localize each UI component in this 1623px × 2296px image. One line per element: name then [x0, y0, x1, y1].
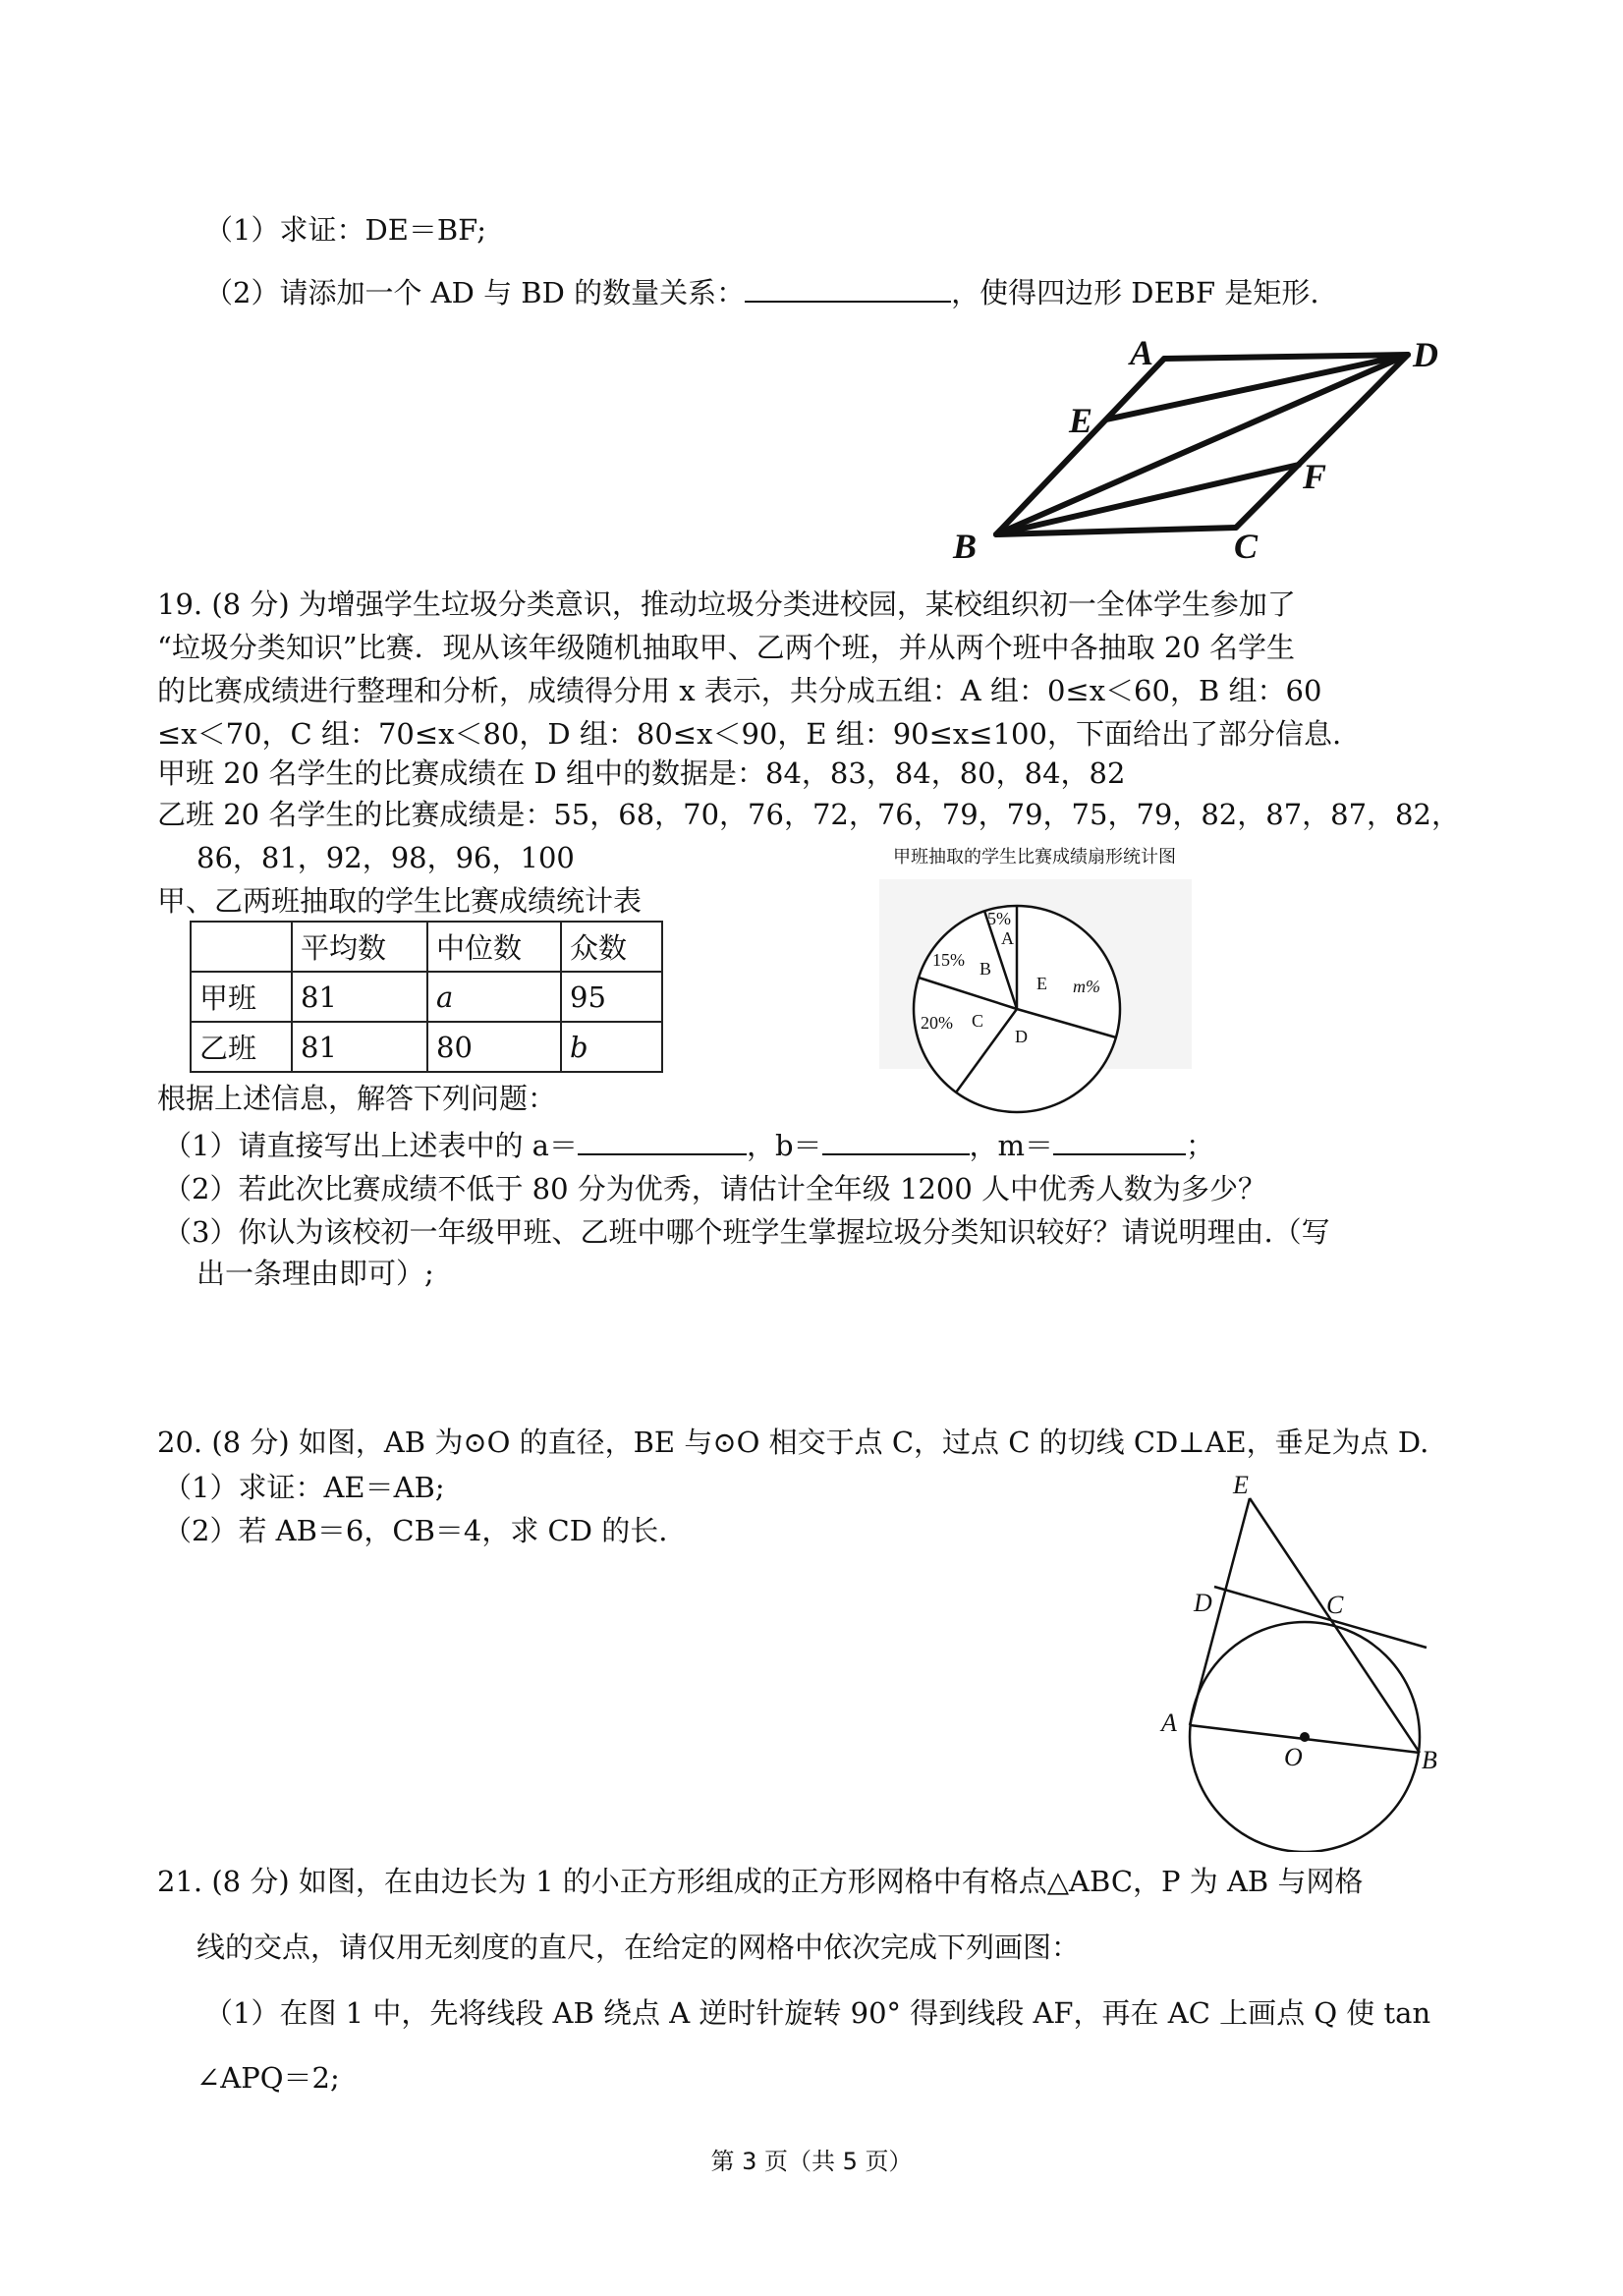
q19-part1-end: ；: [1186, 1129, 1215, 1162]
answer-blank-a[interactable]: [578, 1126, 747, 1155]
pie-label-E-pct: m%: [1073, 977, 1100, 996]
q19-part3-line1: （3）你认为该校初一年级甲班、乙班中哪个班学生掌握垃圾分类知识较好？请说明理由.（写: [163, 1215, 1330, 1249]
q21-line-1: 21. (8 分) 如图，在由边长为 1 的小正方形组成的正方形网格中有格点△ABC，P 为 AB 与网格: [157, 1865, 1364, 1898]
q18-part2-suffix: ，使得四边形 DEBF 是矩形.: [951, 276, 1319, 309]
label-C: C: [1326, 1591, 1344, 1619]
q21-line-4: ∠APQ＝2;: [196, 2061, 340, 2095]
q18-part2-prefix: （2）请添加一个 AD 与 BD 的数量关系：: [204, 276, 746, 309]
answer-blank-b[interactable]: [822, 1126, 970, 1155]
table-cell: 81: [292, 972, 427, 1022]
pie-label-B: B: [979, 959, 992, 979]
circle-figure: [1149, 1469, 1454, 1852]
q19-line-2: “垃圾分类知识”比赛．现从该年级随机抽取甲、乙两个班，并从两个班中各抽取 20 名学生: [157, 631, 1295, 664]
q19-line-6: 乙班 20 名学生的比赛成绩是：55，68，70，76，72，76，79，79，75，79，82，87，87，82，: [157, 798, 1460, 831]
table-cell: b: [561, 1022, 662, 1072]
q19-part1: [163, 1126, 1214, 1165]
q21-line-3: （1）在图 1 中，先将线段 AB 绕点 A 逆时针旋转 90° 得到线段 AF，再在 AC 上画点 Q 使 tan: [204, 1996, 1431, 2030]
table-row: [191, 922, 662, 972]
q19-line-3: 的比赛成绩进行整理和分析，成绩得分用 x 表示，共分成五组：A 组：0≤x＜60，B 组：60: [157, 674, 1322, 707]
segment-CD: [1236, 355, 1408, 528]
label-D: D: [1413, 335, 1438, 374]
pie-label-C: C: [972, 1011, 984, 1031]
pie-label-C-pct: 20%: [921, 1013, 953, 1033]
q19-line-7: 86，81，92，98，96，100: [196, 841, 575, 874]
q18-part2: [204, 273, 1319, 312]
table-cell: a: [427, 972, 561, 1022]
label-B: B: [953, 527, 978, 566]
table-row: [191, 972, 662, 1022]
segment-AB: [996, 359, 1164, 534]
q19-part1-m-label: ，m＝: [969, 1129, 1054, 1162]
label-A: A: [1161, 1708, 1177, 1737]
table-cell: 乙班: [191, 1022, 292, 1072]
q19-line-5: 甲班 20 名学生的比赛成绩在 D 组中的数据是：84，83，84，80，84，82: [157, 756, 1126, 790]
table-cell: 中位数: [427, 922, 561, 972]
pie-label-B-pct: 15%: [932, 950, 965, 970]
q19-part3-line2: 出一条理由即可）;: [196, 1257, 434, 1290]
label-B: B: [1422, 1746, 1437, 1774]
pie-label-D: D: [1015, 1027, 1028, 1046]
label-O: O: [1284, 1743, 1303, 1771]
q19-part1-b-label: ，b＝: [746, 1129, 822, 1162]
label-F: F: [1303, 457, 1327, 496]
page-footer: 第 3 页（共 5 页）: [710, 2148, 913, 2175]
q21-line-2: 线的交点，请仅用无刻度的直尺，在给定的网格中依次完成下列画图：: [196, 1931, 1081, 1964]
label-C: C: [1234, 527, 1259, 566]
q20-part1: （1）求证：AE＝AB;: [163, 1471, 445, 1504]
q19-table-title: 甲、乙两班抽取的学生比赛成绩统计表: [157, 884, 643, 918]
label-E: E: [1233, 1471, 1249, 1499]
answer-blank-m[interactable]: [1053, 1126, 1186, 1155]
pie-label-A: A: [1001, 928, 1014, 948]
table-cell: 80: [427, 1022, 561, 1072]
segment-BD: [996, 355, 1408, 534]
label-A: A: [1130, 333, 1154, 372]
q19-line-1: 19. (8 分) 为增强学生垃圾分类意识，推动垃圾分类进校园，某校组织初一全体学生参加了: [157, 588, 1296, 621]
segment-AD: [1164, 355, 1408, 359]
q19-part1-a-label: （1）请直接写出上述表中的 a＝: [163, 1129, 578, 1162]
table-cell: 平均数: [292, 922, 427, 972]
q19-part2: （2）若此次比赛成绩不低于 80 分为优秀，请估计全年级 1200 人中优秀人数为多少？: [163, 1172, 1267, 1205]
q19-line-4: ≤x＜70，C 组：70≤x＜80，D 组：80≤x＜90，E 组：90≤x≤100，下面给出了部分信息.: [157, 717, 1342, 751]
table-cell: 95: [561, 972, 662, 1022]
table-cell: 81: [292, 1022, 427, 1072]
table-cell: [191, 922, 292, 972]
q19-intro: 根据上述信息，解答下列问题：: [157, 1082, 557, 1115]
answer-blank[interactable]: [745, 273, 951, 303]
table-row: [191, 1022, 662, 1072]
table-cell: 甲班: [191, 972, 292, 1022]
stats-table: [190, 921, 663, 1073]
q20-line-1: 20. (8 分) 如图，AB 为⊙O 的直径，BE 与⊙O 相交于点 C，过点 C 的切线 CD⊥AE，垂足为点 D.: [157, 1426, 1429, 1459]
q18-part1: （1）求证：DE＝BF;: [204, 213, 487, 247]
pie-label-A-pct: 5%: [987, 909, 1011, 928]
parallelogram-figure: [943, 324, 1474, 570]
label-D: D: [1194, 1589, 1212, 1617]
pie-chart: [879, 865, 1194, 1120]
table-cell: 众数: [561, 922, 662, 972]
center-point-O: [1300, 1732, 1310, 1742]
pie-label-E: E: [1036, 974, 1047, 993]
segment-BF: [996, 465, 1299, 534]
q20-part2: （2）若 AB＝6，CB＝4，求 CD 的长.: [163, 1514, 668, 1547]
pie-chart-title: 甲班抽取的学生比赛成绩扇形统计图: [893, 847, 1176, 868]
label-E: E: [1069, 401, 1093, 440]
